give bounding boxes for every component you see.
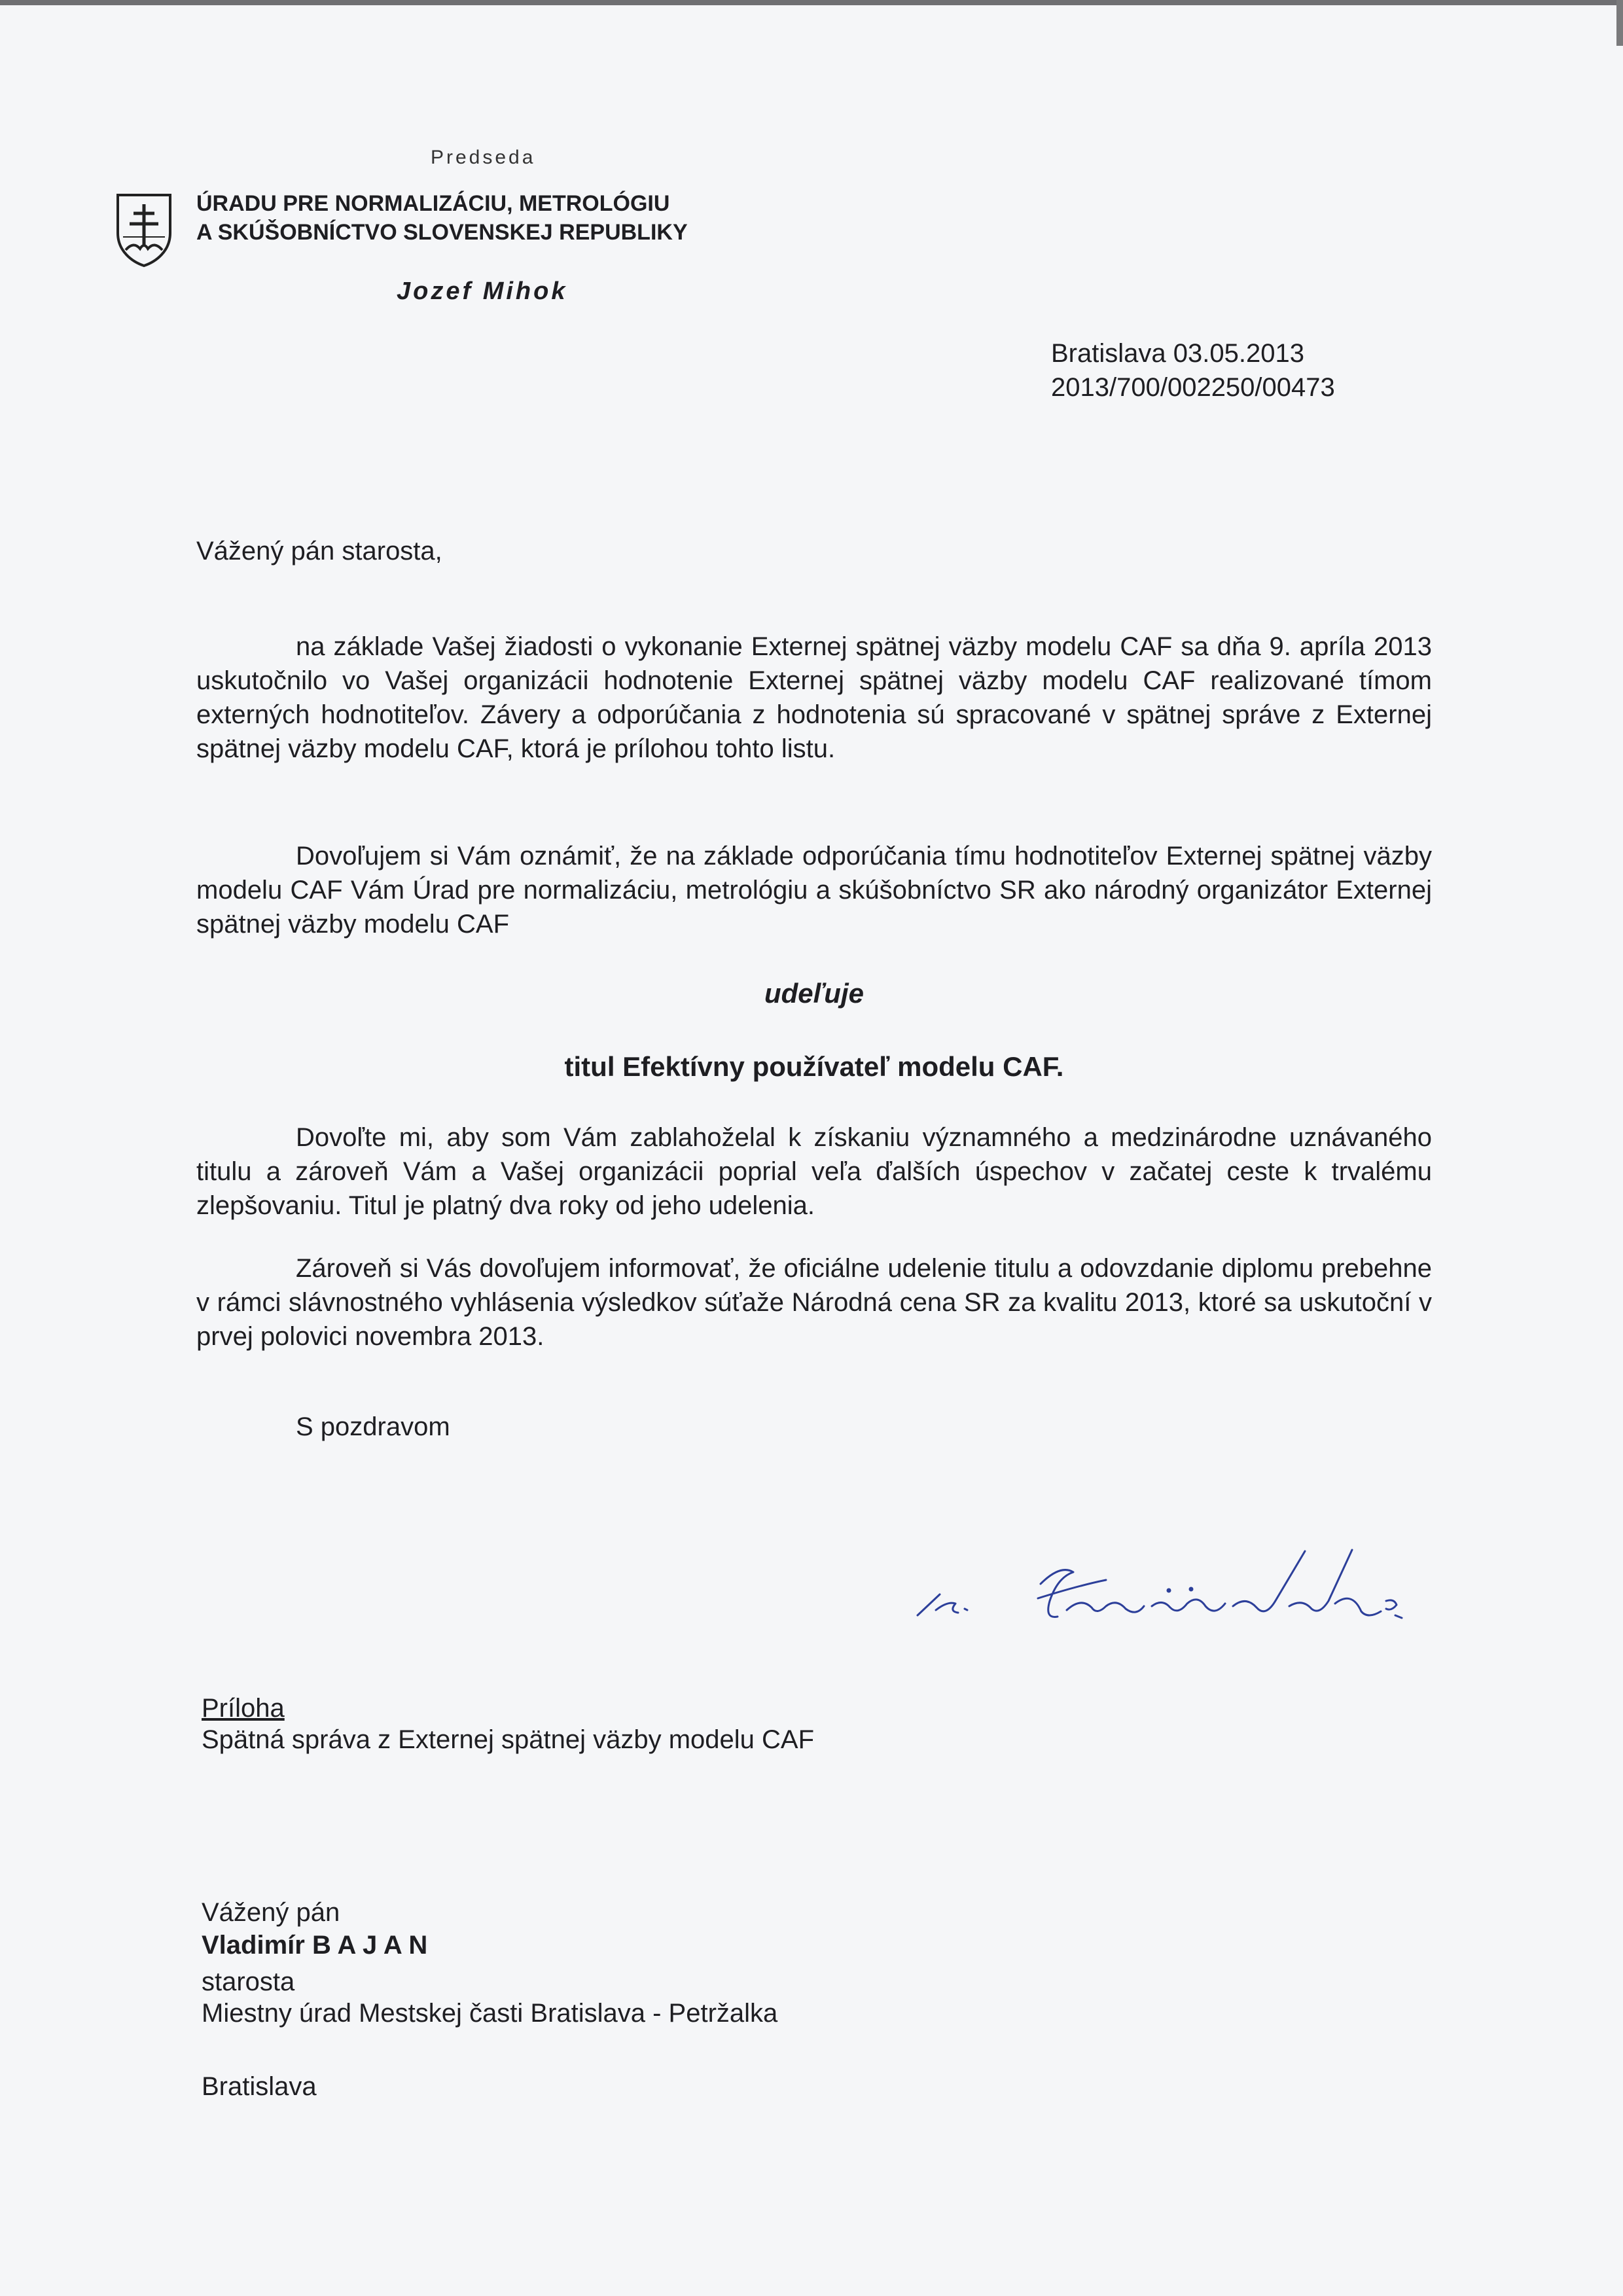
- scan-top-edge: [0, 0, 1623, 5]
- recipient-city: Bratislava: [202, 2072, 317, 2101]
- scan-right-edge: [1616, 0, 1623, 46]
- attachment-description: Spätná správa z Externej spätnej väzby modelu CAF: [202, 1725, 815, 1754]
- closing-greeting: S pozdravom: [296, 1412, 450, 1441]
- recipient-position: starosta: [202, 1967, 295, 1996]
- salutation: Vážený pán starosta,: [196, 537, 442, 565]
- recipient-name: Vladimír B A J A N: [202, 1931, 428, 1960]
- paragraph-announcement: Dovoľujem si Vám oznámiť, že na základe odporúčania tímu hodnotiteľov Externej spätnej väzby modelu CAF Vám Úrad pre normalizáciu, metrológiu a skúšobníctvo SR ako národný organizátor Externej spätnej väzby modelu CAF: [196, 842, 1432, 939]
- place-date: Bratislava 03.05.2013: [1051, 339, 1304, 368]
- paragraph-request: na základe Vašej žiadosti o vykonanie Externej spätnej väzby modelu CAF sa dňa 9. apríla 2013 uskutočnilo vo Vašej organizácii hodnotenie Externej spätnej väzby modelu CAF realizované tímom externých hodnotiteľov. Závery a odporúčania z hodnotenia sú spracované v spätnej správe z Externej spätnej väzby modelu CAF, ktorá je prílohou tohto listu.: [196, 632, 1432, 763]
- grant-word: udeľuje: [764, 978, 864, 1009]
- recipient-salutation: Vážený pán: [202, 1898, 340, 1927]
- sender-name: Jozef Mihok: [397, 278, 568, 305]
- award-title: titul Efektívny používateľ modelu CAF.: [564, 1051, 1064, 1082]
- handwritten-signature: [910, 1538, 1420, 1656]
- sender-role: Predseda: [431, 147, 536, 168]
- attachment-label: Príloha: [202, 1694, 285, 1723]
- organization-name-line2: A SKÚŠOBNÍCTVO SLOVENSKEJ REPUBLIKY: [196, 220, 688, 245]
- paragraph-ceremony: Zároveň si Vás dovoľujem informovať, že oficiálne udelenie titulu a odovzdanie diplomu prebehne v rámci slávnostného vyhlásenia výsledkov súťaže Národná cena SR za kvalitu 2013, ktoré sa uskutoční v prvej polovici novembra 2013.: [196, 1254, 1432, 1351]
- recipient-office: Miestny úrad Mestskej časti Bratislava - Petržalka: [202, 1999, 778, 2028]
- paragraph-congratulation: Dovoľte mi, aby som Vám zablahoželal k získaniu významného a medzinárodne uznávaného titulu a zároveň Vám a Vašej organizácii poprial veľa ďalších úspechov v začatej ceste k trvalému zlepšovaniu. Titul je platný dva roky od jeho udelenia.: [196, 1123, 1432, 1220]
- slovak-coat-of-arms-icon: [114, 191, 174, 268]
- organization-name-line1: ÚRADU PRE NORMALIZÁCIU, METROLÓGIU: [196, 191, 670, 216]
- reference-number: 2013/700/002250/00473: [1051, 373, 1335, 402]
